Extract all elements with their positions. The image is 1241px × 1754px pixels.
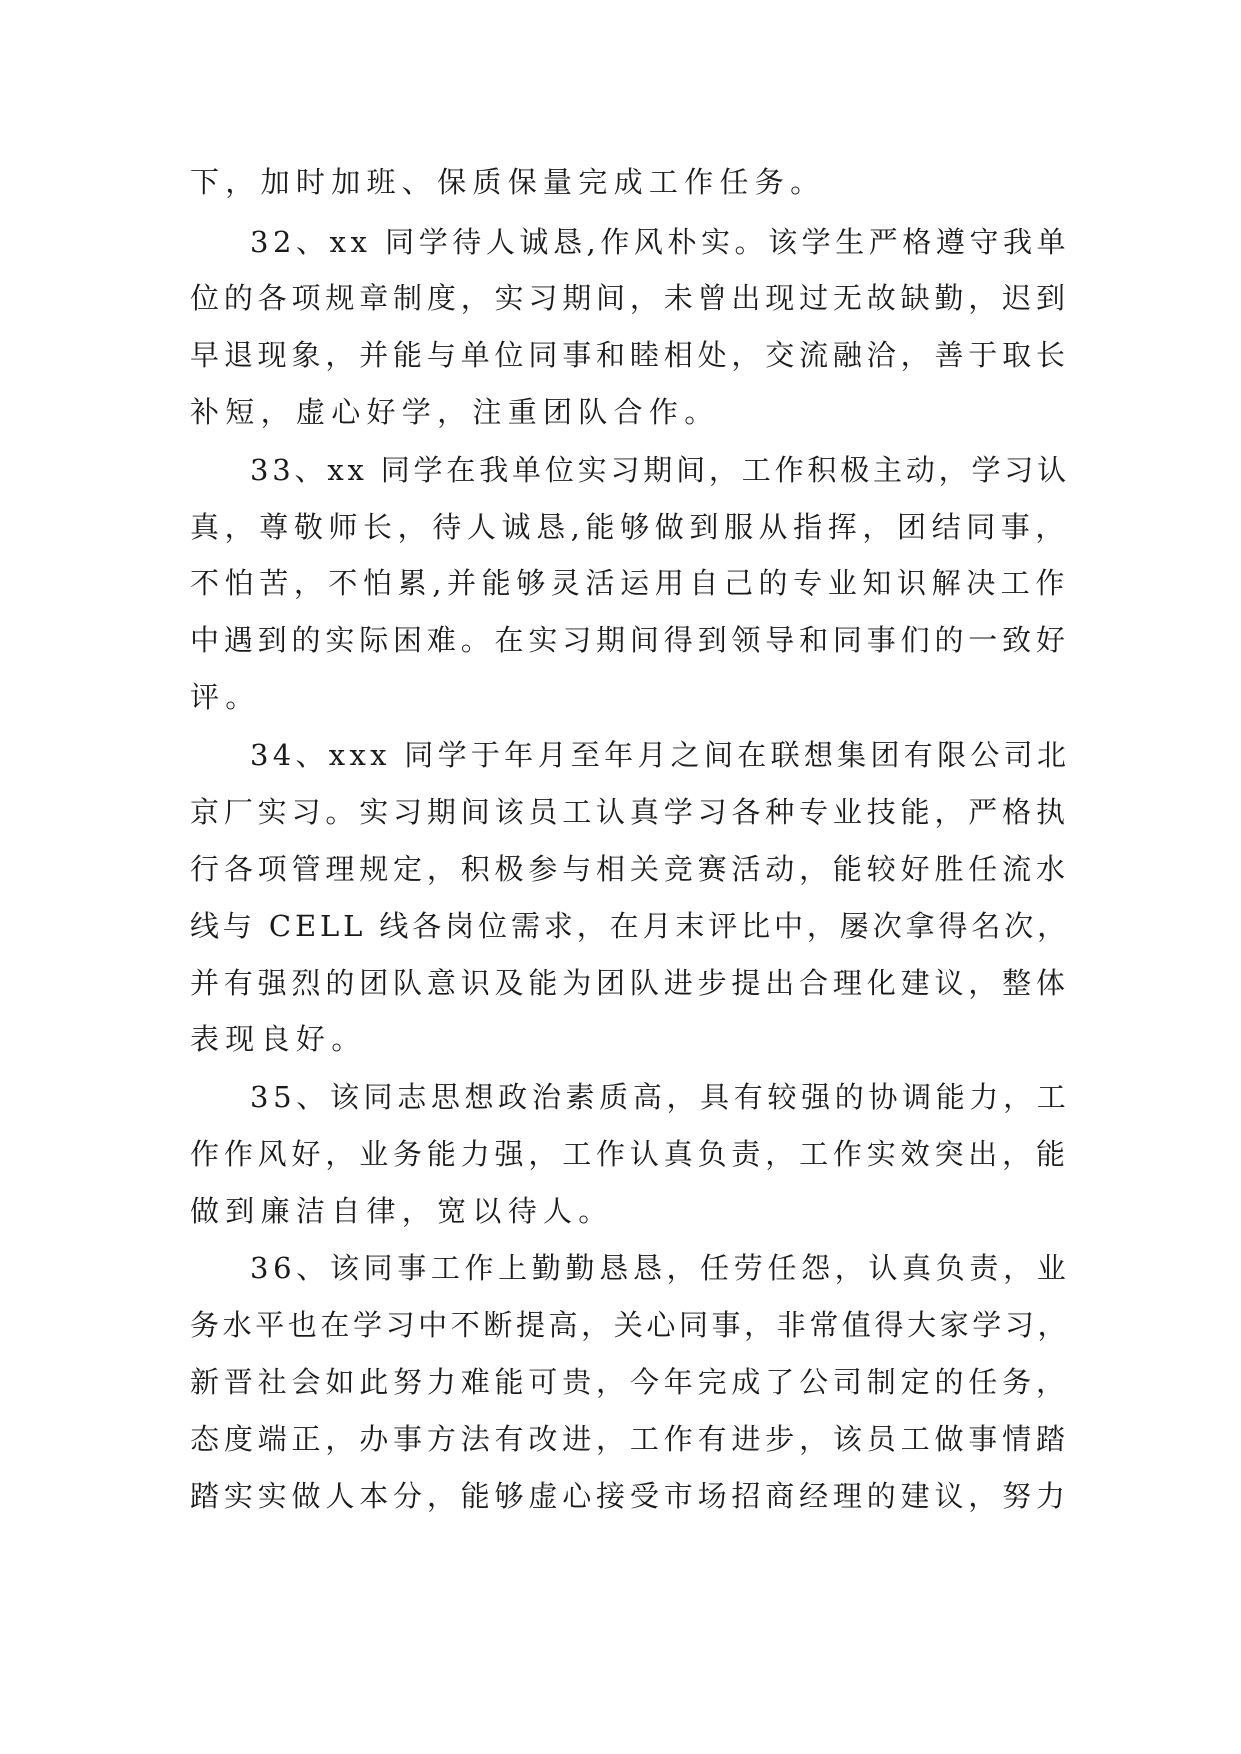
text-line: 踏实实做人本分，能够虚心接受市场招商经理的建议，努力 — [190, 1479, 1070, 1513]
paragraph-33-start: 33、xx 同学在我单位实习期间，工作积极主动，学习认 — [250, 453, 1070, 487]
paragraph-35-start: 35、该同志思想政治素质高，具有较强的协调能力，工 — [250, 1080, 1071, 1114]
text-line: 中遇到的实际困难。在实习期间得到领导和同事们的一致好 — [190, 623, 1070, 657]
text-line: 下，加时加班、保质保量完成工作任务。 — [190, 165, 826, 199]
text-line: 务水平也在学习中不断提高，关心同事，非常值得大家学习， — [190, 1308, 1071, 1342]
text-line: 线与 CELL 线各岗位需求，在月末评比中，屡次拿得名次， — [190, 909, 1071, 943]
text-line: 评。 — [190, 680, 261, 714]
paragraph-32-start: 32、xx 同学待人诚恳,作风朴实。该学生严格遵守我单 — [250, 225, 1071, 259]
text-line: 真，尊敬师长，待人诚恳,能够做到服从指挥，团结同事， — [190, 510, 1071, 544]
text-line: 早退现象，并能与单位同事和睦相处，交流融洽，善于取长 — [190, 338, 1070, 372]
text-line: 态度端正，办事方法有改进，工作有进步，该员工做事情踏 — [190, 1422, 1070, 1456]
text-line: 位的各项规章制度，实习期间，未曾出现过无故缺勤，迟到 — [190, 281, 1070, 315]
text-line: 做到廉洁自律，宽以待人。 — [190, 1194, 614, 1228]
text-line: 并有强烈的团队意识及能为团队进步提出合理化建议，整体 — [190, 966, 1070, 1000]
text-line: 作作风好，业务能力强，工作认真负责，工作实效突出，能 — [190, 1137, 1070, 1171]
paragraph-36-start: 36、该同事工作上勤勤恳恳，任劳任怨，认真负责，业 — [250, 1251, 1071, 1285]
text-line: 行各项管理规定，积极参与相关竞赛活动，能较好胜任流水 — [190, 852, 1070, 886]
text-line: 新晋社会如此努力难能可贵，今年完成了公司制定的任务， — [190, 1365, 1070, 1399]
text-line: 不怕苦，不怕累,并能够灵活运用自己的专业知识解决工作 — [190, 566, 1071, 600]
text-line: 京厂实习。实习期间该员工认真学习各种专业技能，严格执 — [190, 795, 1070, 829]
paragraph-34-start: 34、xxx 同学于年月至年月之间在联想集团有限公司北 — [250, 738, 1071, 772]
text-line: 补短，虚心好学，注重团队合作。 — [190, 395, 720, 429]
text-line: 表现良好。 — [190, 1022, 367, 1056]
